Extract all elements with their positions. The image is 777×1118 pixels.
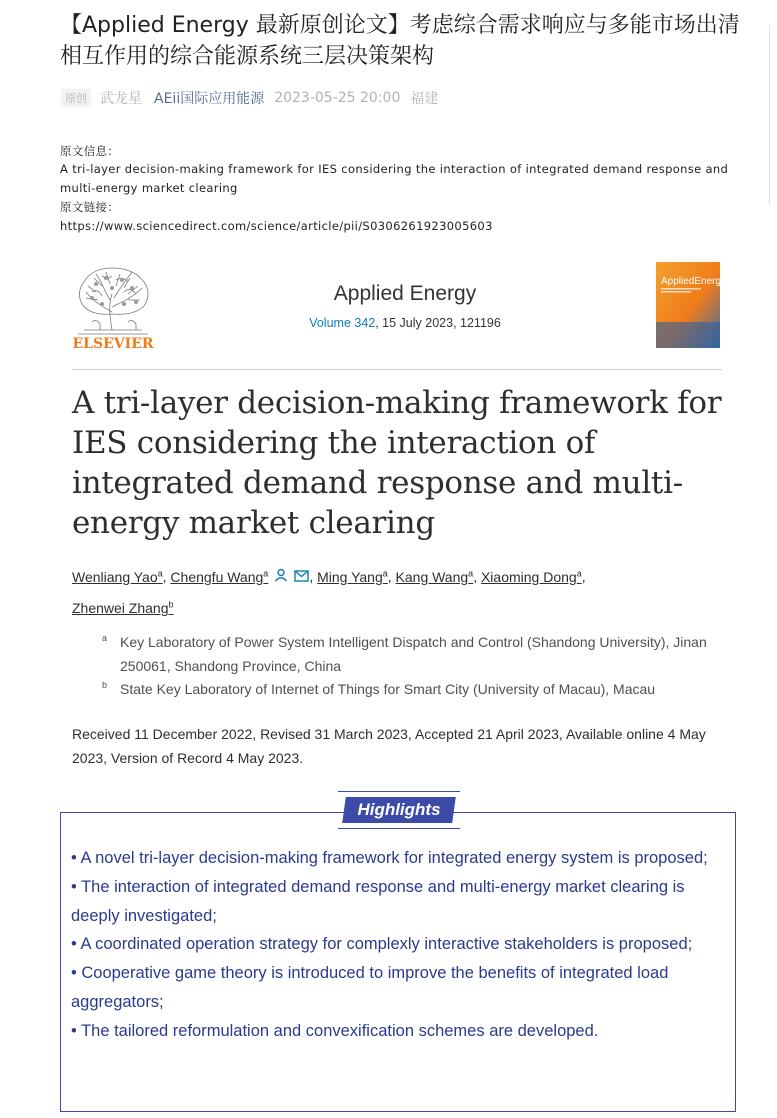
elsevier-wordmark: ELSEVIER [72, 336, 154, 350]
author-link[interactable]: Ming Yang$^a$ [317, 568, 388, 585]
author-link[interactable]: Xiaoming Dong$^a$ [480, 568, 582, 585]
person-icon[interactable] [274, 564, 288, 591]
affiliation-mark: a [102, 633, 108, 643]
source-link-url[interactable]: https://www.sciencedirect.com/science/article/pii/S0306261923005603 [60, 219, 493, 233]
volume-link[interactable]: Volume 342 [309, 316, 376, 330]
source-info-text: A tri-layer decision-making framework for IES considering the interaction of integrated demand response and multi-energy market clearing [60, 162, 729, 195]
article-title: 【Applied Energy 最新原创论文】考虑综合需求响应与多能市场出清相互作用的综合能源系统三层决策架构 [60, 13, 740, 69]
cover-title: AppliedEnergy [661, 276, 720, 287]
side-divider [769, 25, 770, 205]
journal-cover-image[interactable] [656, 262, 720, 348]
highlight-item: • Cooperative game theory is introduced to improve the benefits of integrated load aggregators; [71, 964, 669, 1011]
original-badge: 原创 [61, 89, 91, 107]
journal-volume [300, 316, 510, 330]
author-link[interactable]: Kang Wang$^a$ [395, 568, 474, 585]
highlights-list [71, 844, 733, 1046]
paper-dates: Received 11 December 2022, Revised 31 March 2023, Accepted 21 April 2023, Available online 4 May 2023, Version of Record 4 May 2023. [72, 726, 706, 766]
account-name-link[interactable]: AEii国际应用能源 [154, 91, 265, 107]
email-icon[interactable] [294, 564, 309, 591]
article-author: 武龙星 [100, 91, 142, 107]
highlight-item: • A novel tri-layer decision-making framework for integrated energy system is proposed; [71, 849, 708, 867]
source-info-label: 原文信息： [60, 144, 120, 158]
publish-date: 2023-05-25 20:00 [274, 90, 401, 106]
highlight-item: • A coordinated operation strategy for complexly interactive stakeholders is proposed; [71, 935, 693, 954]
paper-title: A tri-layer decision-making framework for IES considering the interaction of integrated demand response and multi-energy market clearing [72, 385, 722, 541]
highlights-title: Highlights [357, 800, 441, 819]
affiliation-a [104, 630, 724, 678]
source-link-label: 原文链接： [60, 200, 120, 214]
highlight-item: • The interaction of integrated demand response and multi-energy market clearing is deeply investigated; [71, 877, 685, 925]
highlights-header [338, 791, 460, 829]
elsevier-logo [72, 262, 154, 350]
header-divider [72, 369, 722, 370]
affiliation-text: State Key Laboratory of Internet of Things for Smart City (University of Macau), Macau [120, 681, 656, 697]
author-list: Wenliang Yao$^a$, Chengfu Wang$^a$ , Ming Yang$^a$, Kang Wang$^a$, Xiaoming Dong$^a$, Zhenwei Zhang$^b$ [72, 560, 712, 622]
publish-location: 福建 [410, 91, 439, 107]
affiliation-mark: b [102, 680, 108, 690]
author-link[interactable]: Wenliang Yao$^a$ [72, 568, 163, 585]
article-meta [61, 87, 438, 109]
affiliation-b [104, 677, 724, 701]
author-link[interactable]: Chengfu Wang$^a$ [170, 568, 269, 585]
volume-details: , 15 July 2023, 121196 [375, 316, 501, 330]
highlight-item: • The tailored reformulation and convexification schemes are developed. [71, 1021, 599, 1040]
affiliation-text: Key Laboratory of Power System Intelligent Dispatch and Control (Shandong University), Jinan 250061, Shandong Province, China [120, 634, 707, 674]
journal-name[interactable]: Applied Energy [333, 282, 477, 305]
author-link[interactable]: Zhenwei Zhang$^b$ [72, 599, 174, 617]
